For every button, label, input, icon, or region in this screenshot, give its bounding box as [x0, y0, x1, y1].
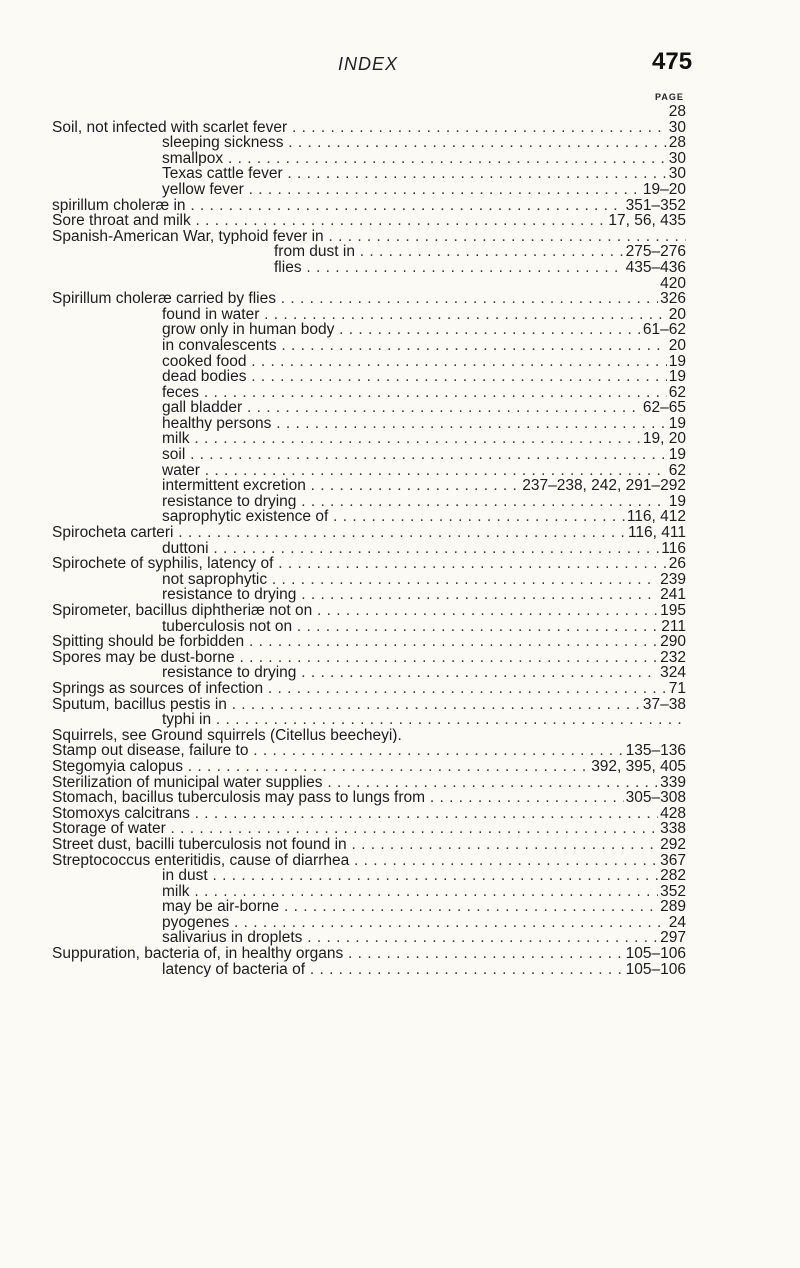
index-term: soil . . . — [52, 447, 667, 463]
index-entry — [52, 541, 686, 557]
index-entry — [52, 634, 686, 650]
page-reference: 20 — [668, 336, 686, 354]
page-reference: 19 — [668, 368, 686, 386]
page-reference: 105–106 — [625, 960, 686, 978]
index-term: yellow fever . . . — [52, 182, 641, 198]
index-term: resistance to drying . . . — [52, 665, 658, 681]
index-entry — [52, 416, 686, 432]
page-reference: 19, 20 — [642, 430, 686, 448]
page-reference: 62–65 — [642, 399, 686, 417]
index-term: resistance to drying . . . — [52, 587, 658, 603]
index-entry — [52, 603, 686, 619]
index-entry — [52, 962, 686, 978]
page-reference: 289 — [660, 898, 686, 916]
index-entry — [52, 447, 686, 463]
index-term: flies . . . — [52, 260, 624, 276]
index-entry — [52, 915, 686, 931]
page-reference: 30 — [668, 118, 686, 136]
index-entry — [52, 806, 686, 822]
index-term: Spirochete of syphilis, latency of . . . — [52, 556, 667, 572]
page-reference: 116 — [661, 539, 686, 557]
page-reference: 195 — [660, 602, 686, 619]
page-reference: 20 — [668, 305, 686, 323]
index-term: may be air-borne . . . — [52, 899, 658, 915]
index-term: milk . . . — [52, 431, 641, 447]
index-entry — [52, 354, 686, 370]
page-reference: 420 — [660, 274, 686, 292]
index-entry — [52, 587, 686, 603]
running-title: INDEX — [338, 54, 399, 74]
index-term: dead bodies . . . — [52, 369, 667, 385]
index-entry — [52, 478, 686, 494]
page-reference: 105–106 — [625, 945, 686, 963]
page-reference: 338 — [660, 820, 686, 838]
page-reference: 37–38 — [642, 695, 686, 713]
index-term: Soil, not infected with scarlet fever . . . — [52, 120, 667, 136]
page-reference: 352 — [660, 882, 686, 900]
index-term — [52, 276, 658, 292]
index-term: Street dust, bacilli tuberculosis not found in . . . — [52, 837, 658, 853]
index-entry — [52, 166, 686, 182]
index-term: tuberculosis not on . . . — [52, 619, 659, 635]
index-term: grow only in human body . . . — [52, 322, 641, 338]
index-entry — [52, 338, 686, 354]
page-reference: 28 — [668, 134, 686, 152]
index-term: resistance to drying . . . — [52, 494, 667, 510]
page-reference: 26 — [668, 555, 686, 573]
index-term: saprophytic existence of . . . — [52, 509, 625, 525]
index-entry — [52, 853, 686, 869]
index-entry — [52, 509, 686, 525]
index-entry — [52, 556, 686, 572]
index-entry — [52, 821, 686, 837]
index-entry — [52, 946, 686, 962]
index-entry — [52, 572, 686, 588]
index-term: in convalescents . . . — [52, 338, 667, 354]
index-entry — [52, 260, 686, 276]
page-reference: 237–238, 242, 291–292 — [522, 477, 686, 495]
index-term: gall bladder . . . — [52, 400, 641, 416]
index-entry — [52, 104, 686, 120]
index-term: Stamp out disease, failure to . . . — [52, 743, 624, 759]
page-reference: 116, 411 — [627, 524, 686, 542]
page-reference: 292 — [660, 835, 686, 853]
index-entry — [52, 743, 686, 759]
index-term: Springs as sources of infection . . . — [52, 681, 667, 697]
page-reference: 116, 412 — [626, 508, 686, 526]
page-reference: 435–436 — [625, 258, 686, 276]
index-term: feces . . . — [52, 385, 667, 401]
index-entry — [52, 899, 686, 915]
index-term: Suppuration, bacteria of, in healthy organs . . . — [52, 946, 624, 962]
page-column-label: PAGE — [655, 92, 684, 102]
page-reference: 351–352 — [625, 196, 686, 214]
page-reference: 367 — [660, 851, 686, 869]
page-reference: 19–20 — [642, 180, 686, 198]
page-reference: 30 — [668, 149, 686, 167]
index-term: sleeping sickness . . . — [52, 135, 667, 151]
index-term: typhi in . . . — [52, 712, 686, 728]
index-entry — [52, 400, 686, 416]
page-reference: 24 — [668, 913, 686, 931]
page-reference: 239 — [660, 570, 686, 588]
page-reference: 62 — [668, 461, 686, 479]
index-term: Spirometer, bacillus diphtheriæ not on . . . — [52, 603, 658, 619]
index-term: not saprophytic . . . — [52, 572, 658, 588]
index-entry — [52, 697, 686, 713]
index-entry — [52, 681, 686, 697]
page-reference: 28 — [668, 103, 686, 120]
index-term: Spanish-American War, typhoid fever in . . . — [52, 229, 686, 245]
index-term: spirillum choleræ in . . . — [52, 198, 624, 214]
index-entry — [52, 431, 686, 447]
page-reference: 135–136 — [625, 742, 686, 760]
page-reference: 232 — [660, 648, 686, 666]
page-reference: 30 — [668, 165, 686, 183]
page-reference: 339 — [660, 773, 686, 791]
page-reference: 275–276 — [625, 243, 686, 261]
page-reference: 392, 395, 405 — [591, 757, 686, 775]
index-entry — [52, 728, 686, 744]
index-entry — [52, 307, 686, 323]
index-entry — [52, 135, 686, 151]
index-entry — [52, 244, 686, 260]
index-term: Sterilization of municipal water supplies . . . — [52, 775, 658, 791]
index-entry — [52, 182, 686, 198]
index-term: latency of bacteria of . . . — [52, 962, 624, 978]
index-term: healthy persons . . . — [52, 416, 667, 432]
index-term: Storage of water . . . — [52, 821, 658, 837]
index-term: found in water . . . — [52, 307, 667, 323]
page-reference: 19 — [668, 492, 686, 510]
index-entry — [52, 369, 686, 385]
index-term: intermittent excretion . . . — [52, 478, 520, 494]
index-entry — [52, 213, 686, 229]
page-reference: 282 — [660, 867, 686, 885]
page-reference: 305–308 — [625, 789, 686, 807]
index-entry — [52, 712, 686, 728]
index-term: Spitting should be forbidden . . . — [52, 634, 658, 650]
index-entry — [52, 463, 686, 479]
index-term: duttoni . . . — [52, 541, 659, 557]
index-entry — [52, 120, 686, 136]
index-entry — [52, 790, 686, 806]
index-entry — [52, 525, 686, 541]
index-term: water . . . — [52, 463, 667, 479]
index-entry — [52, 322, 686, 338]
page-header — [0, 0, 800, 102]
index-term: milk . . . — [52, 884, 658, 900]
index-term: smallpox . . . — [52, 151, 667, 167]
page-reference: 326 — [660, 290, 686, 308]
index-entry — [52, 494, 686, 510]
index-entry — [52, 276, 686, 292]
index-term: Stomoxys calcitrans . . . — [52, 806, 658, 822]
index-entry — [52, 198, 686, 214]
index-term: in dust . . . — [52, 868, 658, 884]
page-reference: 61–62 — [642, 321, 686, 339]
index-term: Sputum, bacillus pestis in . . . — [52, 697, 641, 713]
index-entry — [52, 385, 686, 401]
page-reference: 241 — [660, 586, 686, 604]
index-entries — [52, 104, 686, 977]
page-reference: 62 — [668, 383, 686, 401]
index-term: Streptococcus enteritidis, cause of diarrhea . . . — [52, 853, 658, 869]
index-term — [52, 104, 667, 120]
index-term: Stomach, bacillus tuberculosis may pass to lungs from . . . — [52, 790, 624, 806]
index-term: pyogenes . . . — [52, 915, 667, 931]
index-entry — [52, 291, 686, 307]
index-term: Spirocheta carteri . . . — [52, 525, 626, 541]
page-reference: 290 — [660, 633, 686, 651]
index-entry — [52, 759, 686, 775]
index-entry — [52, 930, 686, 946]
index-entry — [52, 837, 686, 853]
index-term: Spirillum choleræ carried by flies . . . — [52, 291, 658, 307]
index-term: from dust in . . . — [52, 244, 624, 260]
index-entry — [52, 775, 686, 791]
page-number: 475 — [652, 48, 693, 75]
index-term: Texas cattle fever . . . — [52, 166, 667, 182]
index-term: Sore throat and milk . . . — [52, 213, 606, 229]
index-term: salivarius in droplets . . . — [52, 930, 658, 946]
page-reference: 324 — [660, 664, 686, 682]
index-entry — [52, 665, 686, 681]
page-reference: 428 — [660, 804, 686, 822]
page-reference: 19 — [668, 446, 686, 464]
index-term: Spores may be dust-borne . . . — [52, 650, 658, 666]
index-entry — [52, 884, 686, 900]
index-term: cooked food . . . — [52, 354, 667, 370]
index-term: Stegomyia calopus . . . — [52, 759, 589, 775]
page-reference: 71 — [668, 679, 686, 697]
index-entry — [52, 151, 686, 167]
index-entry — [52, 619, 686, 635]
page-reference: 19 — [668, 414, 686, 432]
page-reference: 211 — [661, 617, 686, 635]
index-term: Squirrels, see Ground squirrels (Citellus beecheyi). — [52, 727, 402, 744]
page-reference: 17, 56, 435 — [608, 212, 686, 230]
index-entry — [52, 229, 686, 245]
page-reference: 297 — [660, 929, 686, 947]
index-entry — [52, 868, 686, 884]
index-entry — [52, 650, 686, 666]
page-reference: 19 — [668, 352, 686, 370]
